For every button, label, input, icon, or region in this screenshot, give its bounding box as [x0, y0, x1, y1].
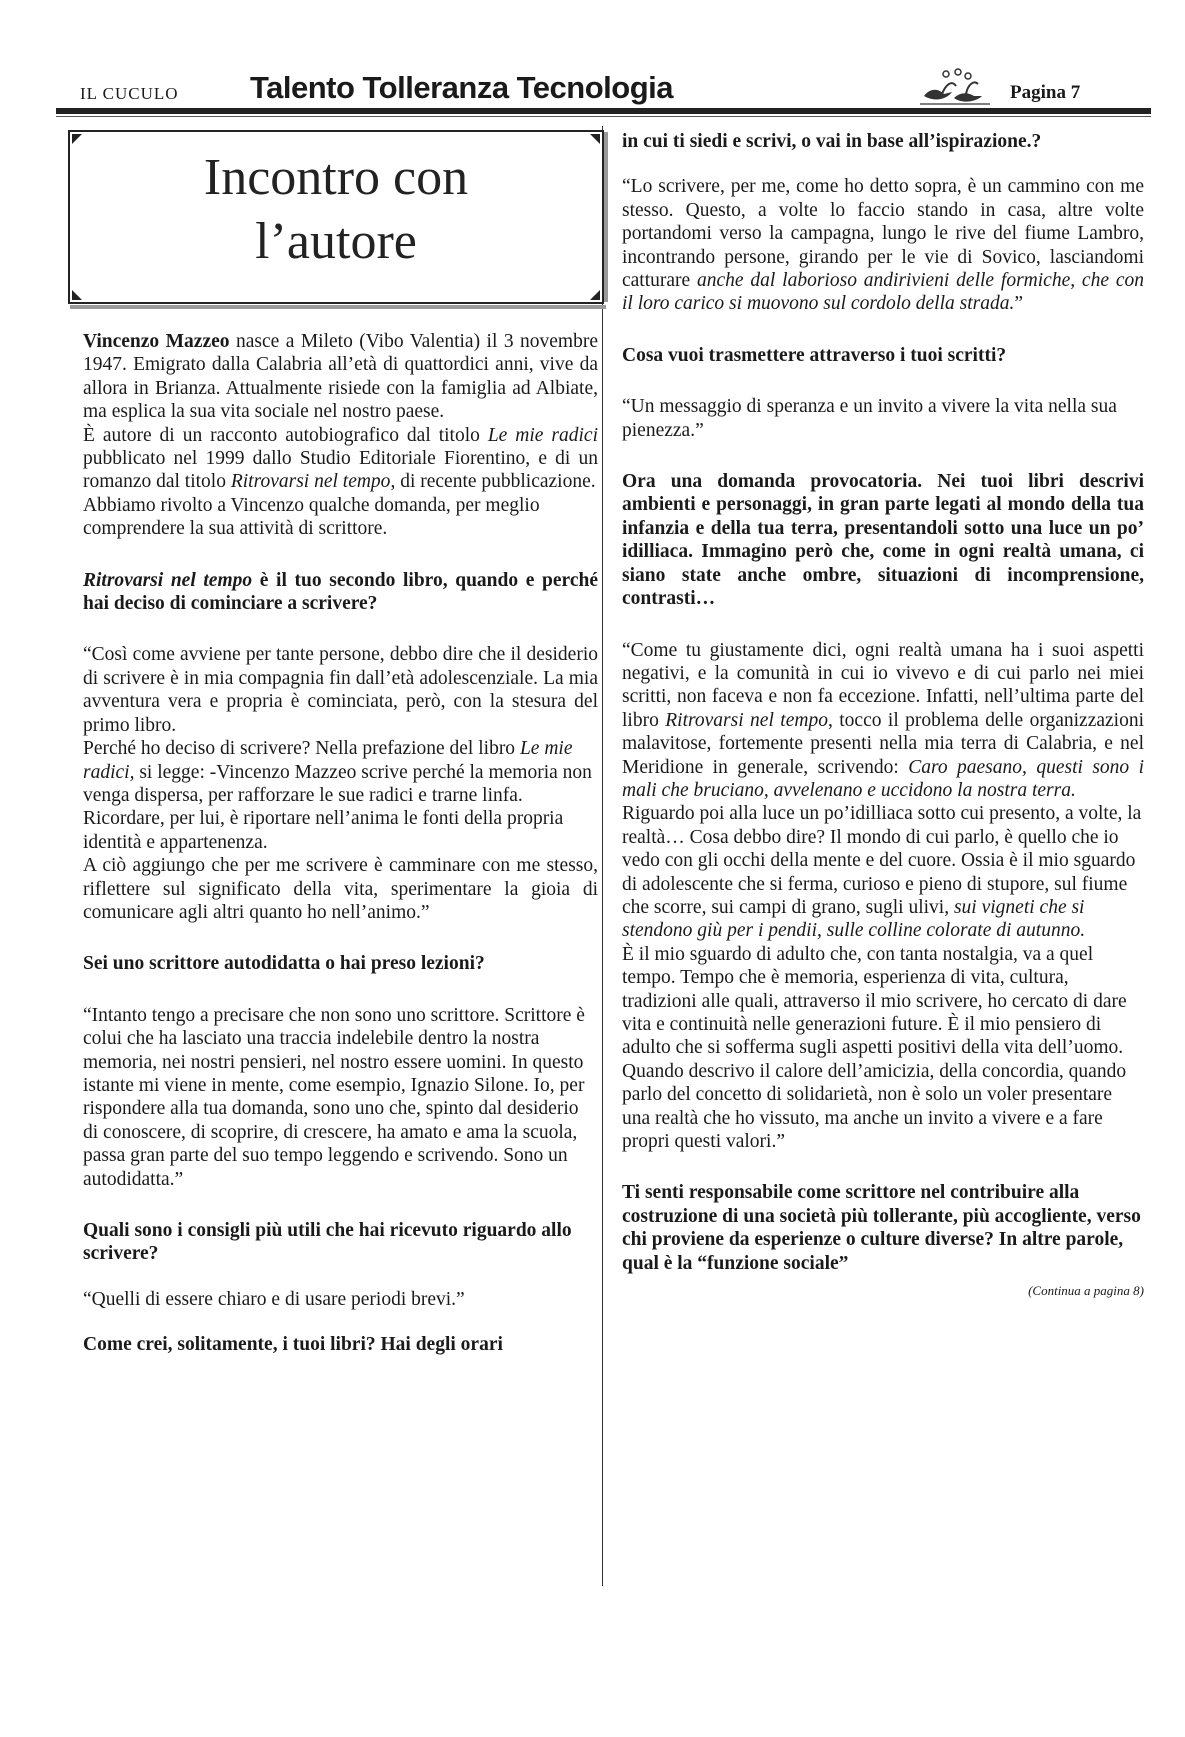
- birds-ornament-icon: [916, 66, 996, 108]
- quoted-text: sui vigneti che si stendono giù per i pendii, sulle colline colorate di autunno.: [622, 896, 1086, 942]
- answer-paragraph: Riguardo poi alla luce un po’idilliaca sotto cui presento, a volte, la realtà… Cosa debbo dire? Il mondo di cui parlo, è quello che io vedo con gli occhi della mente e del cuore. Ossia è il mio sguardo di adolescente che si ferma, curioso e pieno di stupore, sul fiume che scorre, sui campi di grano, sugli ulivi, sui vigneti che si stendono giù per i pendii, sulle colline colorate di autunno.: [622, 803, 1142, 942]
- page-number: Pagina 7: [1010, 82, 1081, 103]
- question: Sei uno scrittore autodidatta o hai preso lezioni?: [83, 953, 485, 975]
- book-title: Ritrovarsi nel tempo: [230, 471, 391, 493]
- answer-paragraph: “Intanto tengo a precisare che non sono uno scrittore. Scrittore è colui che ha lasciato una traccia indelebile dentro la nostra memoria, nei nostri pensieri, nel nostro essere uomini. In questo istante mi viene in mente, come esempio, Ignazio Silone. Io, per rispondere alla tua domanda, sono uno che, spinto dal desiderio di conoscere, di scoprire, di crescere, ha amato e ama la scuola, passa gran parte del suo tempo leggendo e scrivendo. Sono un autodidatta.”: [83, 1004, 585, 1190]
- page-header: [80, 72, 1150, 112]
- answer-paragraph: “Quelli di essere chiaro e di usare periodi brevi.”: [83, 1288, 465, 1310]
- box-shadow: [70, 305, 606, 309]
- question: in cui ti siedi e scrivi, o vai in base all’ispirazione.?: [622, 131, 1042, 152]
- question: Quali sono i consigli più utili che hai ricevuto riguardo allo scrivere?: [83, 1220, 572, 1265]
- article-title-box: [68, 130, 604, 304]
- author-name: Vincenzo Mazzeo: [83, 331, 230, 352]
- question: Come crei, solitamente, i tuoi libri? Hai degli orari: [83, 1334, 503, 1356]
- corner-ornament: [590, 290, 600, 300]
- question: Ti senti responsabile come scrittore nel contribuire alla costruzione di una società più tollerante, più accogliente, verso chi proviene da esperienze o culture diverse? In altre parole, qual è la “funzione sociale”: [622, 1182, 1141, 1274]
- book-title: Ritrovarsi nel tempo: [665, 709, 828, 731]
- answer-paragraph: “Come tu giustamente dici, ogni realtà umana ha i suoi aspetti negativi, e la comunità in cui io vivevo e di cui parlo nei miei scritti, non faceva e non fa eccezione. Infatti, nell’ultima parte del libro Ritrovarsi nel tempo, tocco il problema delle organizzazioni malavitose, fortemente presenti nella mia terra di Calabria, e nel Meridione in generale, scrivendo: Caro paesano, questi sono i mali che bruciano, avvelenano e uccidono la nostra terra.: [622, 639, 1145, 801]
- corner-ornament: [590, 134, 600, 144]
- answer-paragraph: “Così come avviene per tante persone, debbo dire che il desiderio di scrivere è in mia compagnia fin dall’età adolescenziale. La mia avventura vera e propria è cominciata, però, con la stesura del primo libro.: [83, 644, 598, 736]
- answer-paragraph: “Lo scrivere, per me, come ho detto sopra, è un cammino con me stesso. Questo, a volte lo faccio stando in casa, altre volte portandomi verso la campagna, lungo le rive del fiume Lambro, incontrando persone, girando per le vie di Sovico, lasciandomi catturare anche dal laborioso andirivieni delle formiche, che con il loro carico si muovono sul cordolo della strada.”: [622, 176, 1144, 315]
- continue-note: (Continua a pagina 8): [1028, 1283, 1144, 1299]
- quoted-text: anche dal laborioso andirivieni delle formiche, che con il loro carico si muovono sul cordolo della strada.: [622, 270, 1144, 315]
- article-title-line: l’autore: [255, 213, 417, 270]
- answer-paragraph: “Un messaggio di speranza e un invito a vivere la vita nella sua pienezza.”: [622, 396, 1117, 441]
- box-shadow: [604, 132, 608, 302]
- answer-paragraph: È il mio sguardo di adulto che, con tanta nostalgia, va a quel tempo. Tempo che è memoria, esperienza di vita, cultura, tradizioni alle quali, attraverso il mio scrivere, ho cercato di dare vita e continuità nelle generazioni future. È il mio pensiero di adulto che si sofferma sugli aspetti positivi della vita dell’uomo. Quando descrivo il calore dell’amicizia, della concordia, quando parlo del concetto di solidarietà, non è solo un voler presentare una realtà che ho vissuto, ma anche un invito a vivere e a fare propri questi valori.”: [622, 943, 1127, 1153]
- newsletter-name: IL CUCULO: [80, 84, 179, 103]
- question: Cosa vuoi trasmettere attraverso i tuoi scritti?: [622, 344, 1007, 366]
- corner-ornament: [72, 290, 82, 300]
- book-title: Le mie radici,: [83, 738, 573, 783]
- book-title: Ritrovarsi nel tempo: [83, 569, 253, 591]
- column-divider: [602, 126, 603, 1586]
- article-title: [70, 146, 602, 274]
- book-title: Le mie radici: [487, 424, 598, 446]
- header-rule: [56, 108, 1151, 114]
- header-rule-thin: [56, 116, 1151, 117]
- question: Ritrovarsi nel tempo è il tuo secondo libro, quando e perché hai deciso di cominciare a scrivere?: [83, 569, 598, 615]
- question: Ora una domanda provocatoria. Nei tuoi libri descrivi ambienti e personaggi, in gran parte legati al mondo della tua infanzia e della tua terra, presentandoli sotto una luce un po’ idilliaca. Immagino però che, come in ogni realtà umana, ci siano state anche ombre, situazioni di incomprensione, contrasti…: [622, 471, 1144, 610]
- corner-ornament: [72, 134, 82, 144]
- right-column: [622, 130, 1144, 1302]
- article-title-line: Incontro con: [203, 149, 469, 206]
- intro-paragraph: Abbiamo rivolto a Vincenzo qualche domanda, per meglio comprendere la sua attività di scrittore.: [83, 494, 540, 540]
- answer-paragraph: A ciò aggiungo che per me scrivere è camminare con me stesso, riflettere sul significato della vita, sperimentare la gioia di comunicare agli altri quanto ho nell’animo.”: [83, 855, 598, 923]
- intro-paragraph: Vincenzo Mazzeo nasce a Mileto (Vibo Valentia) il 3 novembre 1947. Emigrato dalla Calabria all’età di quattordici anni, vive da allora in Brianza. Attualmente risiede con la famiglia ad Albiate, ma esplica la sua vita sociale nel nostro paese.: [83, 331, 598, 423]
- section-title: Talento Tolleranza Tecnologia: [250, 70, 673, 105]
- intro-paragraph: È autore di un racconto autobiografico dal titolo Le mie radici pubblicato nel 1999 dallo Studio Editoriale Fiorentino, e di un romanzo dal titolo Ritrovarsi nel tempo, di recente pubblicazione.: [83, 424, 598, 493]
- quoted-text: Caro paesano, questi sono i mali che bruciano, avvelenano e uccidono la nostra terra.: [622, 756, 1145, 801]
- left-column: [83, 330, 598, 1357]
- answer-paragraph: Perché ho deciso di scrivere? Nella prefazione del libro Le mie radici, si legge: -Vincenzo Mazzeo scrive perché la memoria non venga dispersa, per rafforzare le sue radici e trarne linfa. Ricordare, per lui, è riportare nell’anima le fonti della propria identità e appartenenza.: [83, 738, 592, 853]
